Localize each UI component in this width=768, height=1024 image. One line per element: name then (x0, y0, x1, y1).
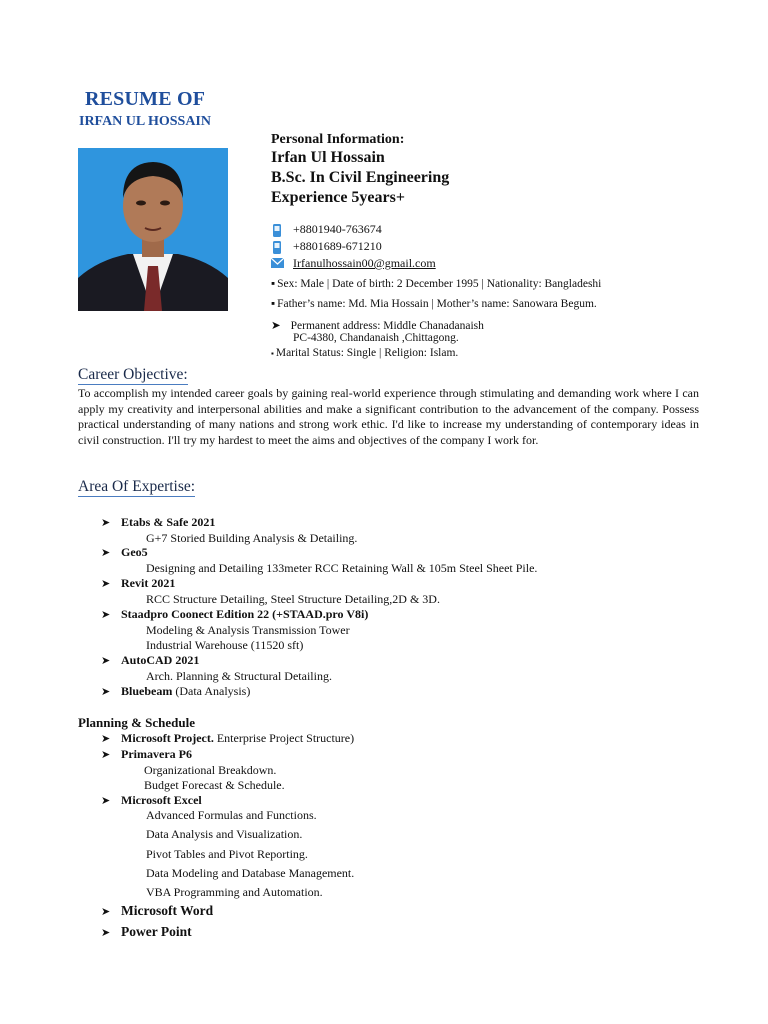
email-link[interactable]: Irfanulhossain00@gmail.com (293, 256, 436, 270)
arrow-bullet-icon: ➤ (101, 733, 111, 745)
personal-name: Irfan Ul Hossain (271, 149, 385, 166)
phone-row-1 (271, 222, 382, 237)
address-line: ➤ Permanent address: Middle Chanadanaish (271, 320, 484, 332)
excel-detail: VBA Programming and Automation. (146, 885, 323, 899)
marital-line: ▪ Marital Status: Single | Religion: Islam. (271, 347, 458, 359)
planning-powerpoint: Power Point (121, 924, 192, 939)
arrow-bullet-icon: ➤ (271, 320, 281, 332)
personal-info-heading: Personal Information: (271, 132, 405, 147)
personal-degree: B.Sc. In Civil Engineering (271, 169, 450, 186)
excel-detail: Pivot Tables and Pivot Reporting. (146, 847, 308, 861)
expertise-item-title: Geo5 (121, 545, 148, 559)
resume-name: IRFAN UL HOSSAIN (79, 114, 211, 129)
profile-photo (78, 148, 228, 311)
expertise-item-detail: Modeling & Analysis Transmission Tower (146, 623, 350, 637)
expertise-heading: Area Of Expertise: (78, 478, 196, 495)
primavera-detail: Budget Forecast & Schedule. (144, 778, 285, 792)
email-row (271, 256, 436, 271)
planning-excel: Microsoft Excel (121, 793, 202, 807)
expertise-item-title: Revit 2021 (121, 576, 176, 590)
phone-row-2 (271, 239, 382, 254)
arrow-bullet-icon: ➤ (101, 578, 111, 590)
expertise-item-detail: Designing and Detailing 133meter RCC Retaining Wall & 105m Steel Sheet Pile. (146, 561, 538, 575)
phone-icon (271, 241, 285, 253)
primavera-detail: Organizational Breakdown. (144, 763, 277, 777)
expertise-item-title: AutoCAD 2021 (121, 653, 200, 667)
resume-title: RESUME OF (85, 88, 206, 110)
address-line-2: PC-4380, Chandanaish ,Chittagong. (293, 332, 459, 344)
arrow-bullet-icon: ➤ (101, 609, 111, 621)
expertise-item-detail: G+7 Storied Building Analysis & Detailing. (146, 531, 358, 545)
planning-ms-project: Microsoft Project. Enterprise Project Structure) (121, 731, 355, 745)
personal-experience: Experience 5years+ (271, 189, 405, 206)
phone-icon (271, 224, 285, 236)
phone-1: +8801940-763674 (293, 222, 382, 236)
planning-word: Microsoft Word (121, 903, 214, 918)
sex-dob-line: ▪ Sex: Male | Date of birth: 2 December 1995 | Nationality: Bangladeshi (271, 278, 601, 290)
expertise-item-detail: RCC Structure Detailing, Steel Structure Detailing,2D & 3D. (146, 592, 440, 606)
arrow-bullet-icon: ➤ (101, 517, 111, 529)
career-objective-text: To accomplish my intended career goals by gaining real-world experience through stimulating and demanding work where I can apply my creativity and interpersonal abilities and make a significant contribution to the advancement of the company. Possess practical understanding of many nations and strong work ethic. I'd like to increase my understanding of contemporary ideas in civil construction. I'll try my hardest to meet the aims and objectives of the company I work for. (78, 386, 699, 447)
excel-detail: Data Analysis and Visualization. (146, 827, 303, 841)
planning-heading: Planning & Schedule (78, 715, 196, 730)
arrow-bullet-icon: ➤ (101, 655, 111, 667)
career-objective-heading: Career Objective: (78, 366, 188, 383)
arrow-bullet-icon: ➤ (101, 547, 111, 559)
email-icon (271, 258, 285, 270)
arrow-bullet-icon: ➤ (101, 749, 111, 761)
arrow-bullet-icon: ➤ (101, 906, 111, 918)
arrow-bullet-icon: ➤ (101, 686, 111, 698)
expertise-item-title: Etabs & Safe 2021 (121, 515, 216, 529)
parents-line: ▪ Father’s name: Md. Mia Hossain | Mother’s name: Sanowara Begum. (271, 298, 597, 310)
arrow-bullet-icon: ➤ (101, 795, 111, 807)
arrow-bullet-icon: ➤ (101, 927, 111, 939)
excel-detail: Data Modeling and Database Management. (146, 866, 355, 880)
planning-primavera: Primavera P6 (121, 747, 192, 761)
expertise-item-bluebeam: Bluebeam (Data Analysis) (121, 684, 251, 698)
phone-2: +8801689-671210 (293, 239, 382, 253)
expertise-item-detail: Arch. Planning & Structural Detailing. (146, 669, 332, 683)
expertise-item-detail: Industrial Warehouse (11520 sft) (146, 638, 304, 652)
excel-detail: Advanced Formulas and Functions. (146, 808, 317, 822)
portrait-image (78, 148, 228, 311)
expertise-item-title: Staadpro Coonect Edition 22 (+STAAD.pro V8i) (121, 607, 369, 621)
